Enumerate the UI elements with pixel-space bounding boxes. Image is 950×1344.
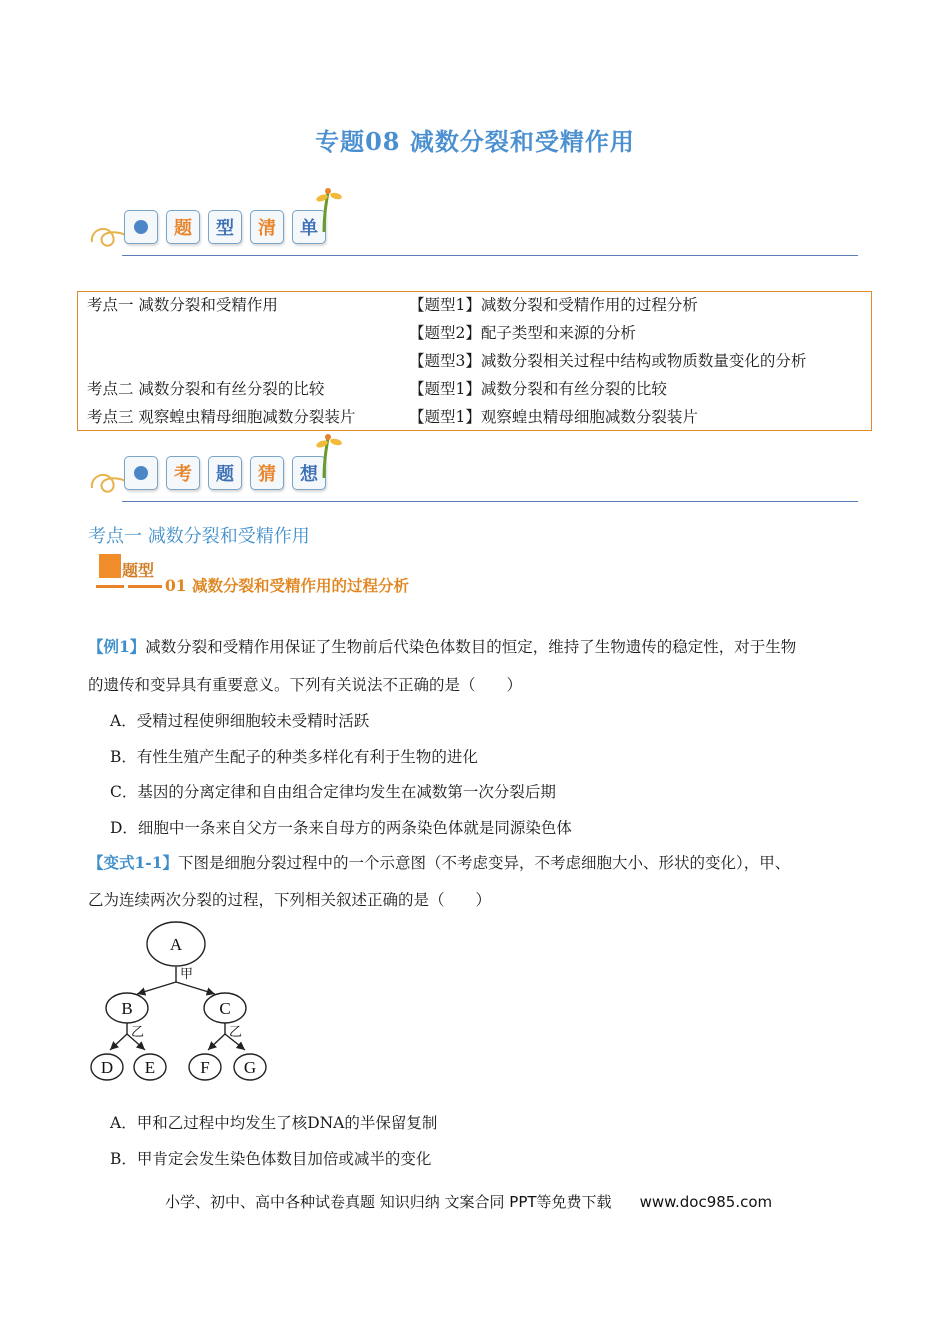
- option-a: A．受精过程使卵细胞较未受精时活跃: [110, 712, 370, 730]
- variant-1-1-line1: [88, 851, 790, 873]
- example-text: 减数分裂和受精作用保证了生物前后代染色体数目的恒定，维持了生物遗传的稳定性，对于生物: [145, 638, 797, 656]
- option-c: C．基因的分离定律和自由组合定律均发生在减数第一次分裂后期: [110, 783, 556, 801]
- badge-label: 题型: [122, 561, 155, 580]
- process-label: 甲: [180, 967, 194, 982]
- banner-char-tile: [166, 456, 200, 490]
- banner-char-tile: [208, 456, 242, 490]
- node-label: G: [243, 1058, 257, 1077]
- footer-text: 小学、初中、高中各种试卷真题 知识归纳 文案合同 PPT等免费下载: [165, 1193, 612, 1211]
- dot-icon: [134, 466, 148, 480]
- banner-char-tile: [250, 456, 284, 490]
- variant-option-a: A．甲和乙过程中均发生了核DNA的半保留复制: [110, 1114, 438, 1132]
- cell-division-diagram: [85, 920, 275, 1086]
- option-b: B．有性生殖产生配子的种类多样化有利于生物的进化: [110, 748, 478, 766]
- type-badge: [96, 552, 166, 592]
- badge-block: [99, 554, 121, 578]
- badge-underline: [128, 585, 162, 588]
- dot-icon: [134, 220, 148, 234]
- toc-point: 考点二 减数分裂和有丝分裂的比较: [87, 380, 325, 398]
- page-title: 专题08 减数分裂和受精作用: [315, 127, 635, 156]
- banner-char: 想: [300, 464, 318, 485]
- toc-type: 【题型1】减数分裂和受精作用的过程分析: [409, 296, 698, 314]
- banner-char: 考: [174, 464, 192, 485]
- banner-rule: [122, 255, 858, 257]
- banner-dot-tile: [124, 210, 158, 244]
- toc-type: 【题型2】配子类型和来源的分析: [409, 324, 636, 342]
- example-1-line2: 的遗传和变异具有重要意义。下列有关说法不正确的是（ ）: [88, 676, 523, 694]
- banner-char: 单: [300, 218, 318, 239]
- variant-1-1-line2: 乙为连续两次分裂的过程，下列相关叙述正确的是（ ）: [88, 891, 492, 909]
- option-d: D．细胞中一条来自父方一条来自母方的两条染色体就是同源染色体: [110, 819, 572, 837]
- banner-char: 清: [258, 218, 276, 239]
- node-label: E: [144, 1058, 156, 1077]
- banner-tiles: [124, 456, 326, 490]
- node-label: D: [100, 1058, 114, 1077]
- variant-text: 下图是细胞分裂过程中的一个示意图（不考虑变异，不考虑细胞大小、形状的变化），甲、: [178, 854, 791, 872]
- process-label: 乙: [131, 1025, 145, 1040]
- banner-tiles: [124, 210, 326, 244]
- variant-tag: 【变式1-1】: [88, 853, 179, 872]
- variant-option-b: B．甲肯定会发生染色体数目加倍或减半的变化: [110, 1150, 432, 1168]
- banner-char: 型: [216, 218, 234, 239]
- toc-box: [77, 291, 872, 431]
- node-label: B: [121, 999, 133, 1018]
- process-label: 乙: [229, 1025, 243, 1040]
- banner-question-types: [88, 186, 858, 266]
- footer-url[interactable]: www.doc985.com: [639, 1193, 773, 1211]
- node-label: F: [200, 1058, 210, 1077]
- footer: [165, 1191, 772, 1212]
- banner-char: 题: [174, 218, 192, 239]
- banner-char-tile: [250, 210, 284, 244]
- toc-type: 【题型1】观察蝗虫精母细胞减数分裂装片: [409, 408, 698, 426]
- section-heading: 考点一 减数分裂和受精作用: [88, 526, 310, 547]
- example-1-line1: [88, 635, 796, 657]
- banner-rule: [122, 501, 858, 503]
- toc-type: 【题型3】减数分裂相关过程中结构或物质数量变化的分析: [409, 352, 807, 370]
- banner-char-tile: [208, 210, 242, 244]
- example-tag: 【例1】: [88, 637, 146, 656]
- toc-type: 【题型1】减数分裂和有丝分裂的比较: [409, 380, 667, 398]
- banner-dot-tile: [124, 456, 158, 490]
- node-label: A: [169, 935, 183, 954]
- node-label: C: [219, 999, 231, 1018]
- sprout-icon: [310, 186, 350, 234]
- toc-point: 考点三 观察蝗虫精母细胞减数分裂装片: [87, 408, 356, 426]
- banner-char-tile: [166, 210, 200, 244]
- banner-exam-guess: [88, 432, 858, 512]
- badge-underline: [96, 585, 124, 588]
- toc-point: 考点一 减数分裂和受精作用: [87, 296, 278, 314]
- type-title: 01 减数分裂和受精作用的过程分析: [165, 576, 409, 595]
- banner-char: 题: [216, 464, 234, 485]
- banner-char: 猜: [258, 464, 276, 485]
- sprout-icon: [310, 432, 350, 480]
